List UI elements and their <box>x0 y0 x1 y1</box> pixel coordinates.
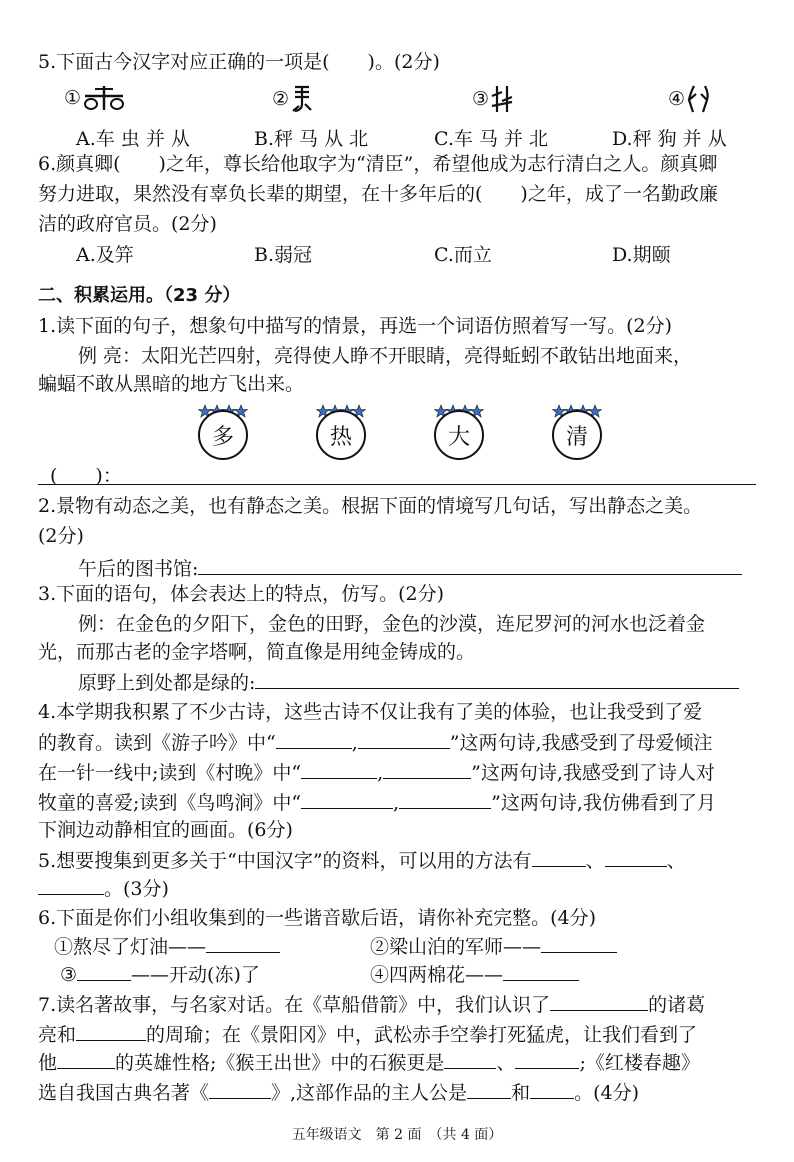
section-title: 二、积累运用。（23 分） <box>38 285 241 306</box>
s3-answer-blank[interactable] <box>255 670 739 689</box>
s2-prompt-label: 午后的图书馆: <box>78 558 199 580</box>
s6-item-text: ①熬尽了灯油—— <box>54 936 207 958</box>
s4-comma: , <box>351 732 358 754</box>
s4-line-3 <box>38 760 715 785</box>
q5-option-b: B.秤 马 从 北 <box>254 128 369 150</box>
s4-blank-3[interactable] <box>301 760 377 779</box>
s5-text: 5.想要搜集到更多关于“中国汉字”的资料，可以用的方法有 <box>38 850 532 872</box>
s6-blank-4[interactable] <box>503 962 579 981</box>
s4-blank-1[interactable] <box>276 730 352 749</box>
word-option-2 <box>314 404 368 458</box>
s4-line-4 <box>38 790 716 815</box>
s2-line-2: (2分) <box>38 525 84 547</box>
s7-line-1 <box>38 992 705 1017</box>
word-circle: 热 <box>316 410 366 460</box>
s7-blank-5[interactable] <box>515 1050 579 1069</box>
s4-text: 牧童的喜爱;读到《鸟鸣涧》中“ <box>38 792 302 814</box>
s6-item-2 <box>370 934 617 959</box>
glyph-1: ① <box>64 84 127 112</box>
ancient-bing-glyph-icon <box>489 84 515 114</box>
s7-line-4 <box>38 1080 639 1105</box>
s7-text: 的诸葛 <box>648 994 706 1016</box>
q6-line-3: 洁的政府官员。(2分) <box>38 213 217 235</box>
s7-text: 和 <box>511 1082 531 1104</box>
s3-example-1: 例：在金色的夕阳下，金色的田野，金色的沙漠，连尼罗河的河水也泛着金 <box>78 613 706 635</box>
s4-blank-4[interactable] <box>383 760 471 779</box>
s7-text: 亮和 <box>38 1024 77 1046</box>
word-option-4 <box>550 404 604 458</box>
q6-line-1: 6.颜真卿( )之年，尊长给他取字为“清臣”，希望他成为志行清白之人。颜真卿 <box>38 153 718 175</box>
s7-text: 。(4分) <box>574 1082 639 1104</box>
s5-blank-3[interactable] <box>38 876 104 895</box>
s4-line-1: 4.本学期我积累了不少古诗，这些古诗不仅让我有了美的体验，也让我受到了爱 <box>38 701 703 723</box>
s7-blank-4[interactable] <box>444 1050 496 1069</box>
s3-prompt-label: 原野上到处都是绿的: <box>78 672 256 694</box>
s7-text: 的周瑜；在《景阳冈》中，武松赤手空拳打死猛虎，让我们看到了 <box>146 1024 698 1046</box>
s1-answer-line[interactable] <box>38 484 756 485</box>
s5-sep: 、 <box>666 850 686 872</box>
s5-line-2 <box>38 876 169 901</box>
s6-item-4 <box>370 962 579 987</box>
s6-item-1 <box>54 934 280 959</box>
s7-blank-6[interactable] <box>209 1080 271 1099</box>
q6-line-2: 努力进取，果然没有辜负长辈的期望，在十多年后的( )之年，成了一名勤政廉 <box>38 183 718 205</box>
s3-example-2: 光，而那古老的金字塔啊，简直像是用纯金铸成的。 <box>38 641 476 663</box>
word-option-1 <box>196 404 250 458</box>
s3-prompt <box>78 670 739 695</box>
s4-text: ”这两句诗,我感受到了母爱倾注 <box>449 732 713 754</box>
s7-text: 、 <box>496 1052 516 1074</box>
s2-line-1: 2.景物有动态之美，也有静态之美。根据下面的情境写几句话，写出静态之美。 <box>38 495 703 517</box>
s5-sep: 、 <box>585 850 605 872</box>
ancient-horse-glyph-icon <box>289 84 315 114</box>
s5-text: 。(3分) <box>104 878 169 900</box>
s5-line-1 <box>38 848 686 873</box>
s4-line-2 <box>38 730 713 755</box>
q6-option-a: A.及笄 <box>76 244 134 266</box>
s4-comma: , <box>393 792 400 814</box>
s3-stem: 3.下面的语句，体会表达上的特点，仿写。(2分) <box>38 583 445 605</box>
s7-text: 选自我国古典名著《 <box>38 1082 210 1104</box>
s7-text: 的英雄性格;《猴王出世》中的石猴更是 <box>115 1052 445 1074</box>
s4-text: 的教育。读到《游子吟》中“ <box>38 732 276 754</box>
s6-item-text: ②梁山泊的军师—— <box>370 936 542 958</box>
s4-blank-6[interactable] <box>399 790 491 809</box>
s4-text: 在一针一线中;读到《村晚》中“ <box>38 762 302 784</box>
s1-example-2: 蝙蝠不敢从黑暗的地方飞出来。 <box>38 373 305 395</box>
s7-text: 他 <box>38 1052 58 1074</box>
ancient-glyph-row <box>64 84 744 116</box>
s4-comma: , <box>377 762 384 784</box>
s4-blank-5[interactable] <box>301 790 393 809</box>
s7-text: 7.读名著故事，与名家对话。在《草船借箭》中，我们认识了 <box>38 994 551 1016</box>
s2-prompt <box>78 556 742 581</box>
word-circle: 清 <box>552 410 602 460</box>
glyph-2: ② <box>272 84 315 114</box>
word-circle: 大 <box>434 410 484 460</box>
q5-option-a: A.车 虫 并 从 <box>76 128 190 150</box>
s7-line-3 <box>38 1050 700 1075</box>
s7-text: ;《红楼春趣》 <box>579 1052 700 1074</box>
s6-blank-1[interactable] <box>206 934 280 953</box>
s7-blank-3[interactable] <box>57 1050 115 1069</box>
q5-stem: 5.下面古今汉字对应正确的一项是( )。(2分) <box>38 51 440 73</box>
s1-stem: 1.读下面的句子，想象句中描写的情景，再选一个词语仿照着写一写。(2分) <box>38 315 673 337</box>
s4-text: ”这两句诗,我感受到了诗人对 <box>471 762 715 784</box>
s7-text: 》,这部作品的主人公是 <box>271 1082 468 1104</box>
s5-blank-2[interactable] <box>605 848 667 867</box>
s6-blank-3[interactable] <box>77 962 131 981</box>
s5-blank-1[interactable] <box>532 848 586 867</box>
word-option-3 <box>432 404 486 458</box>
ancient-cart-glyph-icon <box>81 84 127 112</box>
s6-item-text: ④四两棉花—— <box>370 964 504 986</box>
word-circle: 多 <box>198 410 248 460</box>
glyph-4: ④ <box>668 84 711 114</box>
s7-line-2 <box>38 1022 697 1047</box>
s6-stem: 6.下面是你们小组收集到的一些谐音歇后语，请你补充完整。(4分) <box>38 907 597 929</box>
s4-line-5: 下涧边动静相宜的画面。(6分) <box>38 819 293 841</box>
ancient-bei-glyph-icon <box>685 84 711 114</box>
s6-blank-2[interactable] <box>541 934 617 953</box>
s4-blank-2[interactable] <box>358 730 450 749</box>
s2-answer-blank[interactable] <box>198 556 742 575</box>
q6-option-b: B.弱冠 <box>254 244 313 266</box>
s7-blank-7[interactable] <box>467 1080 511 1099</box>
q6-option-d: D.期颐 <box>612 244 671 266</box>
s6-item-3 <box>60 962 260 987</box>
s4-text: ”这两句诗,我仿佛看到了月 <box>491 792 716 814</box>
q5-option-c: C.车 马 并 北 <box>434 128 549 150</box>
s1-answer-prefix: ( )： <box>50 465 122 487</box>
s6-item-text: ③ <box>60 964 78 986</box>
glyph-3: ③ <box>472 84 515 114</box>
s6-item-text: ——开动(冻)了 <box>131 964 260 986</box>
q6-option-c: C.而立 <box>434 244 492 266</box>
page-footer: 五年级语文 第 2 面 （共 4 面） <box>291 1127 503 1143</box>
s7-blank-2[interactable] <box>76 1022 146 1041</box>
q5-option-d: D.秤 狗 并 从 <box>612 128 727 150</box>
s1-example-1: 例 亮：太阳光芒四射，亮得使人睁不开眼睛，亮得蚯蚓不敢钻出地面来， <box>78 345 693 367</box>
s7-blank-8[interactable] <box>530 1080 574 1099</box>
s7-blank-1[interactable] <box>550 992 648 1011</box>
